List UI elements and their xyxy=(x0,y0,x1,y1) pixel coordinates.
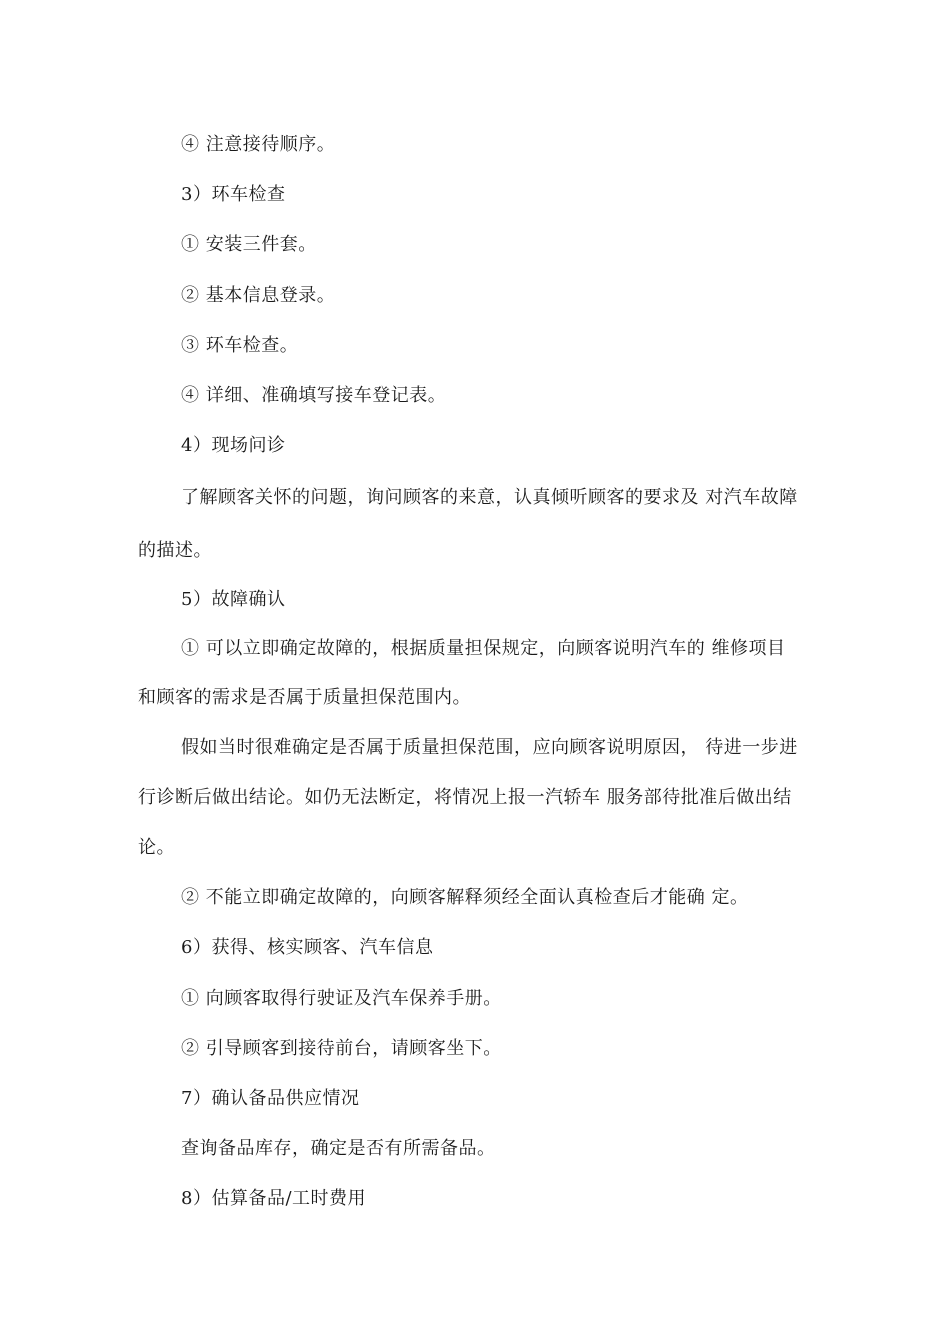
paragraph-uncertain-line-1: 假如当时很难确定是否属于质量担保范围，应向顾客说明原因， 待进一步进 xyxy=(181,737,798,758)
list-item-install-covers: ① 安装三件套。 xyxy=(181,234,317,255)
section-heading-estimate-cost: 8）估算备品/工时费用 xyxy=(181,1188,367,1209)
paragraph-inquiry-line-2: 的描述。 xyxy=(138,540,212,561)
list-item-fault-confirm-line-2: 和顾客的需求是否属于质量担保范围内。 xyxy=(138,687,471,708)
paragraph-check-stock: 查询备品库存，确定是否有所需备品。 xyxy=(181,1138,496,1159)
list-item-basic-info: ② 基本信息登录。 xyxy=(181,285,336,306)
paragraph-inquiry-line-1: 了解顾客关怀的问题，询问顾客的来意，认真倾听顾客的要求及 对汽车故障 xyxy=(181,487,798,508)
section-heading-vehicle-inspection: 3）环车检查 xyxy=(181,184,286,205)
list-item-reception-order: ④ 注意接待顺序。 xyxy=(181,134,336,155)
paragraph-uncertain-line-3: 论。 xyxy=(138,837,175,858)
list-item-cannot-confirm: ② 不能立即确定故障的，向顾客解释须经全面认真检查后才能确 定。 xyxy=(181,887,749,908)
section-heading-verify-info: 6）获得、核实顾客、汽车信息 xyxy=(181,937,434,958)
list-item-fault-confirm-line-1: ① 可以立即确定故障的，根据质量担保规定，向顾客说明汽车的 维修项目 xyxy=(181,638,786,659)
list-item-get-license: ① 向顾客取得行驶证及汽车保养手册。 xyxy=(181,988,502,1009)
section-heading-fault-confirmation: 5）故障确认 xyxy=(181,589,286,610)
paragraph-uncertain-line-2: 行诊断后做出结论。如仍无法断定，将情况上报一汽轿车 服务部待批准后做出结 xyxy=(138,787,792,808)
list-item-fill-form: ④ 详细、准确填写接车登记表。 xyxy=(181,385,447,406)
section-heading-parts-supply: 7）确认备品供应情况 xyxy=(181,1088,360,1109)
list-item-guide-customer: ② 引导顾客到接待前台，请顾客坐下。 xyxy=(181,1038,502,1059)
list-item-walkaround-check: ③ 环车检查。 xyxy=(181,335,299,356)
section-heading-on-site-inquiry: 4）现场问诊 xyxy=(181,435,286,456)
